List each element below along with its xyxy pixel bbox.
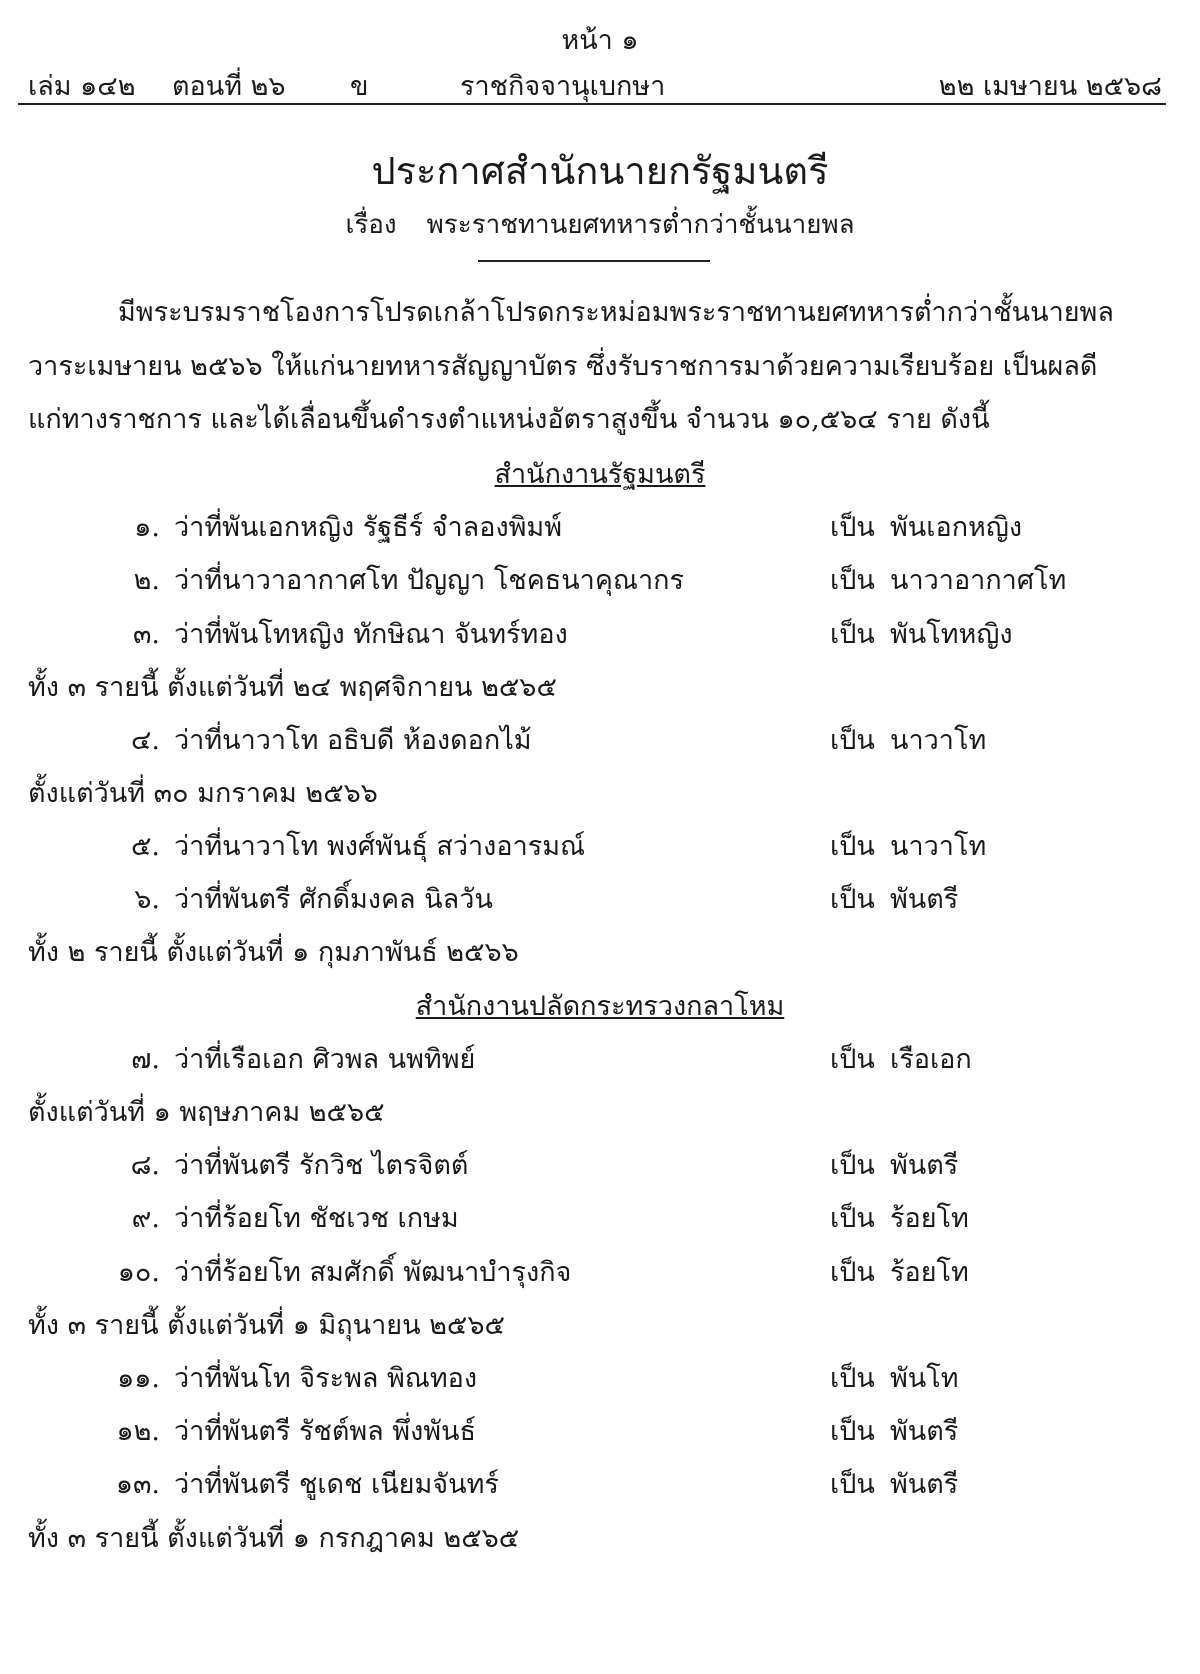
entry-number: ๑๑. bbox=[117, 1363, 160, 1394]
entry-name: ว่าที่เรือเอก ศิวพล นพทิพย์ bbox=[174, 1044, 476, 1075]
entry-rank: นาวาโท bbox=[890, 725, 987, 756]
entry-number: ๗. bbox=[131, 1044, 160, 1075]
entry-as: เป็น bbox=[830, 1044, 875, 1075]
entry-as: เป็น bbox=[830, 512, 875, 543]
entry-as: เป็น bbox=[830, 1363, 875, 1394]
entry-as: เป็น bbox=[830, 619, 875, 650]
entry-name: ว่าที่นาวาอากาศโท ปัญญา โชคธนาคุณากร bbox=[174, 565, 684, 596]
entry-number: ๓. bbox=[132, 619, 160, 650]
entry-rank: ร้อยโท bbox=[890, 1257, 969, 1288]
effective-date-note: ทั้ง ๓ รายนี้ ตั้งแต่วันที่ ๑ กรกฎาคม ๒๕๖๕ bbox=[28, 1523, 520, 1554]
effective-date-note: ทั้ง ๒ รายนี้ ตั้งแต่วันที่ ๑ กุมภาพันธ์ ๒๕๖๖ bbox=[28, 937, 519, 968]
entry-as: เป็น bbox=[830, 1416, 875, 1447]
entry-as: เป็น bbox=[830, 1469, 875, 1500]
entry-name: ว่าที่ร้อยโท สมศักดิ์ พัฒนาบำรุงกิจ bbox=[174, 1257, 572, 1288]
entry-name: ว่าที่พันโท จิระพล พิณทอง bbox=[174, 1363, 478, 1394]
entry-number: ๑๒. bbox=[116, 1416, 160, 1447]
document-title: ประกาศสำนักนายกรัฐมนตรี bbox=[371, 149, 829, 193]
subject-label: เรื่อง bbox=[345, 210, 397, 240]
entry-number: ๘. bbox=[130, 1150, 160, 1181]
entry-rank: พันตรี bbox=[890, 1469, 959, 1500]
entry-number: ๕. bbox=[130, 831, 160, 862]
entry-name: ว่าที่พันตรี ศักดิ์มงคล นิลวัน bbox=[174, 884, 493, 915]
entry-name: ว่าที่พันเอกหญิง รัฐธีร์ จำลองพิมพ์ bbox=[174, 512, 563, 543]
section-heading: สำนักงานรัฐมนตรี bbox=[494, 459, 706, 490]
header-rule bbox=[18, 103, 1166, 105]
effective-date-note: ตั้งแต่วันที่ ๑ พฤษภาคม ๒๕๖๕ bbox=[28, 1097, 385, 1128]
entry-name: ว่าที่พันตรี รัชต์พล พึ่งพันธ์ bbox=[174, 1416, 476, 1447]
entry-as: เป็น bbox=[830, 725, 875, 756]
entry-number: ๑๓. bbox=[115, 1469, 160, 1500]
entry-number: ๑๐. bbox=[117, 1257, 160, 1288]
volume-number: เล่ม ๑๔๒ bbox=[28, 71, 136, 102]
issue-part: ข bbox=[350, 71, 369, 102]
entry-as: เป็น bbox=[830, 884, 875, 915]
entry-number: ๙. bbox=[131, 1203, 160, 1234]
intro-line: วาระเมษายน ๒๕๖๖ ให้แก่นายทหารสัญญาบัตร ซึ่งรับราชการมาด้วยความเรียบร้อย เป็นผลดี bbox=[28, 351, 1098, 382]
subject-text: พระราชทานยศทหารต่ำกว่าชั้นนายพล bbox=[426, 210, 855, 240]
entry-name: ว่าที่นาวาโท อธิบดี ห้องดอกไม้ bbox=[174, 725, 532, 756]
page-number: หน้า ๑ bbox=[561, 25, 639, 56]
entry-rank: เรือเอก bbox=[890, 1044, 972, 1075]
entry-number: ๑. bbox=[134, 512, 160, 543]
intro-line: มีพระบรมราชโองการโปรดเกล้าโปรดกระหม่อมพระราชทานยศทหารต่ำกว่าชั้นนายพล bbox=[118, 297, 1114, 328]
entry-name: ว่าที่พันตรี รักวิช ไตรจิตต์ bbox=[174, 1150, 469, 1181]
entry-number: ๒. bbox=[133, 565, 160, 596]
publication-date: ๒๒ เมษายน ๒๕๖๘ bbox=[938, 71, 1162, 102]
entry-as: เป็น bbox=[830, 1150, 875, 1181]
entry-rank: ร้อยโท bbox=[890, 1203, 969, 1234]
entry-as: เป็น bbox=[830, 1257, 875, 1288]
title-divider bbox=[478, 260, 710, 262]
entry-name: ว่าที่นาวาโท พงศ์พันธุ์ สว่างอารมณ์ bbox=[174, 831, 586, 862]
entry-as: เป็น bbox=[830, 565, 875, 596]
entry-rank: พันตรี bbox=[890, 1416, 959, 1447]
entry-as: เป็น bbox=[830, 1203, 875, 1234]
entry-as: เป็น bbox=[830, 831, 875, 862]
publication-name: ราชกิจจานุเบกษา bbox=[460, 71, 666, 102]
effective-date-note: ทั้ง ๓ รายนี้ ตั้งแต่วันที่ ๑ มิถุนายน ๒๕๖๕ bbox=[28, 1310, 505, 1341]
entry-number: ๔. bbox=[130, 725, 160, 756]
document-subject bbox=[0, 204, 1200, 245]
entry-name: ว่าที่ร้อยโท ชัชเวช เกษม bbox=[174, 1203, 459, 1234]
entry-name: ว่าที่พันโทหญิง ทักษิณา จันทร์ทอง bbox=[174, 619, 568, 650]
issue-number: ตอนที่ ๒๖ bbox=[172, 71, 286, 102]
section-heading: สำนักงานปลัดกระทรวงกลาโหม bbox=[415, 991, 785, 1022]
entry-rank: พันโท bbox=[890, 1363, 959, 1394]
entry-rank: พันตรี bbox=[890, 884, 959, 915]
entry-number: ๖. bbox=[134, 884, 160, 915]
effective-date-note: ตั้งแต่วันที่ ๓๐ มกราคม ๒๕๖๖ bbox=[28, 778, 378, 809]
entry-name: ว่าที่พันตรี ชูเดช เนียมจันทร์ bbox=[174, 1469, 499, 1500]
entry-rank: พันโทหญิง bbox=[890, 619, 1013, 650]
entry-rank: พันเอกหญิง bbox=[890, 512, 1023, 543]
effective-date-note: ทั้ง ๓ รายนี้ ตั้งแต่วันที่ ๒๔ พฤศจิกายน ๒๕๖๕ bbox=[28, 672, 557, 703]
entry-rank: นาวาโท bbox=[890, 831, 987, 862]
intro-line: แก่ทางราชการ และได้เลื่อนขึ้นดำรงตำแหน่งอัตราสูงขึ้น จำนวน ๑๐,๕๖๔ ราย ดังนี้ bbox=[28, 404, 990, 435]
entry-rank: นาวาอากาศโท bbox=[890, 565, 1067, 596]
entry-rank: พันตรี bbox=[890, 1150, 959, 1181]
